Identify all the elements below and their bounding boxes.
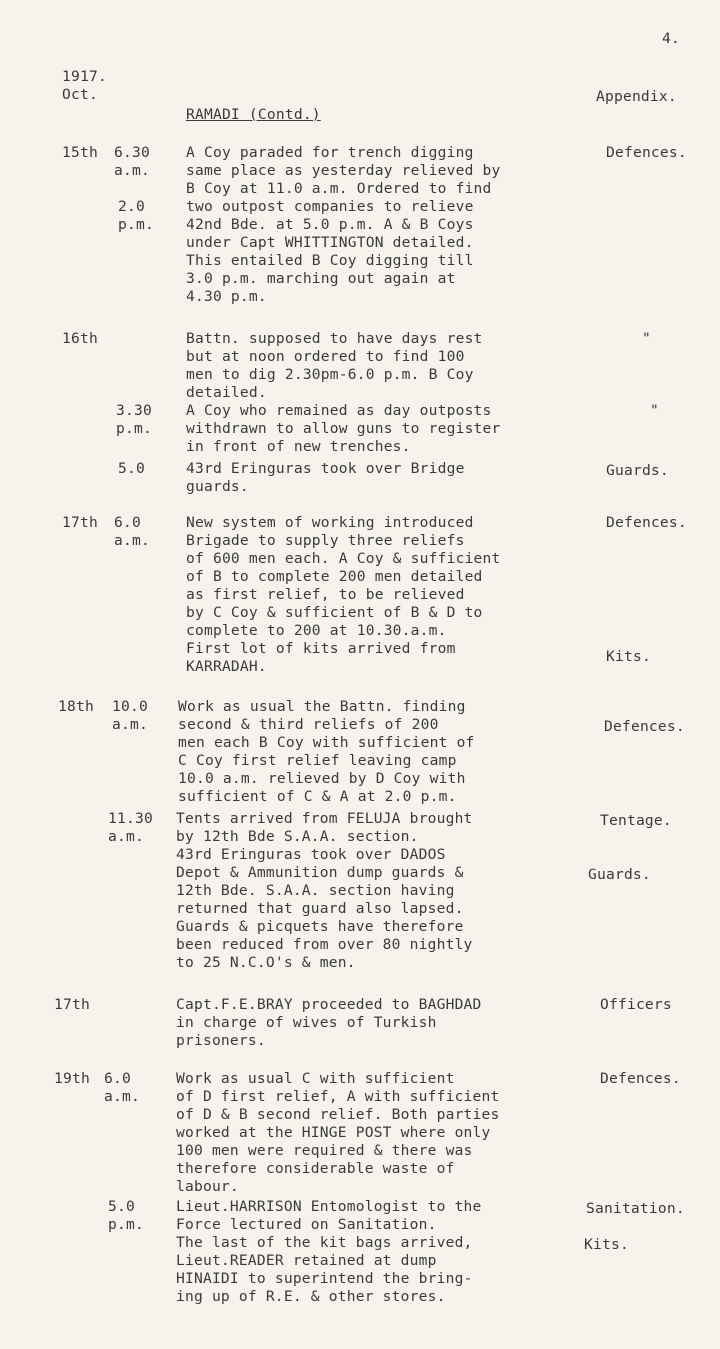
entry-appendix: Defences. (604, 718, 685, 735)
entry-text: Tents arrived from FELUJA brought by 12th Bde S.A.A. section. 43rd Eringuras took over DADOS Depot & Ammunition dump guards & 12th Bde. S.A.A. section having returned that guard also lapsed. Guards & picquets have therefore been reduced from over 80 nightly to 25 N.C.O's & men. (176, 810, 473, 971)
entry-text: New system of working introduced Brigade to supply three reliefs of 600 men each. A Coy & sufficient of B to complete 200 men detailed as first relief, to be relieved by C Coy & sufficient of B & D to complete to 200 at 10.30.a.m. First lot of kits arrived from KARRADAH. (186, 514, 501, 675)
entry-appendix: Defences. (606, 144, 687, 161)
entry-text: Work as usual the Battn. finding second & third reliefs of 200 men each B Coy with sufficient of C Coy first relief leaving camp 10.0 a.m. relieved by D Coy with sufficient of C & A at 2.0 p.m. (178, 698, 475, 805)
appendix-kits: Kits. (606, 648, 651, 665)
entry-time: 3.30 p.m. (116, 402, 152, 437)
entry-text: The last of the kit bags arrived, Lieut.READER retained at dump HINAIDI to superintend the bring- ing up of R.E. & other stores. (176, 1234, 473, 1305)
entry-text: Battn. supposed to have days rest but at noon ordered to find 100 men to dig 2.30pm-6.0 p.m. B Coy detailed. (186, 330, 483, 401)
month-label: Oct. (62, 86, 98, 103)
entry-date: 19th (54, 1070, 90, 1087)
entry-text: Work as usual C with sufficient of D first relief, A with sufficient of D & B second relief. Both parties worked at the HINGE POST where only 100 men were required & there was therefore considerable waste of labour. (176, 1070, 500, 1195)
entry-text: A Coy who remained as day outposts withdrawn to allow guns to register in front of new trenches. (186, 402, 501, 455)
entry-date: 17th (54, 996, 90, 1013)
entry-time: 6.30 a.m. (114, 144, 150, 179)
entry-appendix: Defences. (600, 1070, 681, 1087)
entry-date: 18th (58, 698, 94, 715)
entry-date: 17th (62, 514, 98, 531)
appendix-guards: Guards. (588, 866, 651, 883)
entry-appendix: Kits. (584, 1236, 629, 1253)
entry-text: 43rd Eringuras took over Bridge guards. (186, 460, 465, 495)
entry-time: 5.0 p.m. (108, 1198, 144, 1233)
entry-time: 11.30 a.m. (108, 810, 153, 845)
entry-time: 6.0 a.m. (104, 1070, 140, 1105)
entry-time: 10.0 a.m. (112, 698, 148, 733)
entry-appendix: Officers (600, 996, 672, 1013)
page-number: 4. (662, 30, 680, 47)
entry-time: 6.0 a.m. (114, 514, 150, 549)
entry-time: 2.0 p.m. (118, 198, 154, 233)
entry-appendix: Defences. (606, 514, 687, 531)
entry-text: A Coy paraded for trench digging same place as yesterday relieved by B Coy at 11.0 a.m. Ordered to find (186, 144, 501, 197)
entry-appendix: Tentage. (600, 812, 672, 829)
entry-text: Lieut.HARRISON Entomologist to the Force lectured on Sanitation. (176, 1198, 482, 1233)
year-label: 1917. (62, 68, 107, 85)
entry-date: 15th (62, 144, 98, 161)
entry-appendix: Sanitation. (586, 1200, 685, 1217)
entry-text: two outpost companies to relieve 42nd Bde. at 5.0 p.m. A & B Coys under Capt WHITTINGTON detailed. This entailed B Coy digging till 3.0 p.m. marching out again at 4.30 p.m. (186, 198, 474, 305)
entry-time: 5.0 (118, 460, 145, 477)
appendix-header: Appendix. (596, 88, 677, 105)
entry-text: Capt.F.E.BRAY proceeded to BAGHDAD in charge of wives of Turkish prisoners. (176, 996, 482, 1049)
entry-appendix: " (642, 330, 651, 347)
entry-date: 16th (62, 330, 98, 347)
entry-appendix: " (650, 402, 659, 419)
place-heading: RAMADI (Contd.) (186, 106, 321, 123)
entry-appendix: Guards. (606, 462, 669, 479)
